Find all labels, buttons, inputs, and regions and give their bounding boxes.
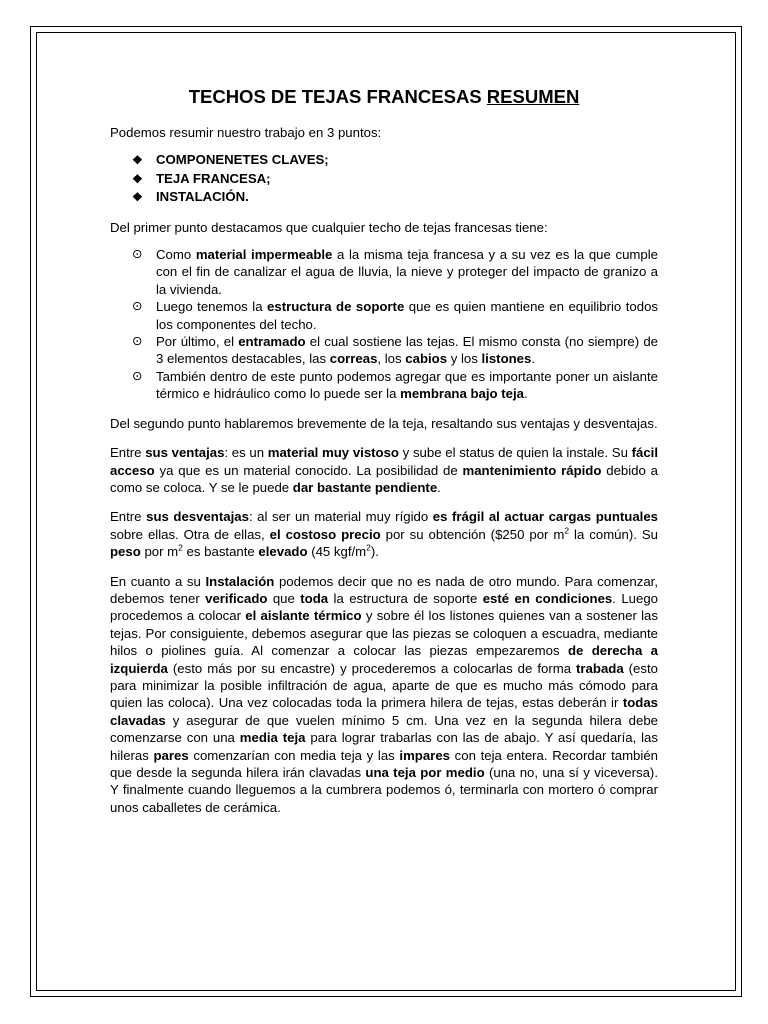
list-item: ❖ INSTALACIÓN. (110, 188, 658, 206)
summary-points-list (110, 151, 658, 206)
diamond-bullet-icon: ❖ (132, 171, 143, 186)
document-title: TECHOS DE TEJAS FRANCESAS RESUMEN (188, 86, 580, 107)
first-point-intro: Del primer punto destacamos que cualquier techo de tejas francesas tiene: (110, 219, 548, 235)
list-item: ⊙ Como material impermeable a la misma teja francesa y a su vez es la que cumple con el fin de canalizar el agua de lluvia, la nieve y proteger del impacto de granizo a la vivienda. (132, 247, 658, 297)
list-item: ❖ TEJA FRANCESA; (110, 170, 658, 188)
circle-bullet-icon: ⊙ (132, 368, 143, 383)
list-item: ⊙ Por último, el entramado el cual sostiene las tejas. El mismo consta (no siempre) de 3 elementos destacables, las correas, los cabios y los listones. (132, 334, 659, 367)
second-point-paragraph: Del segundo punto hablaremos brevemente de la teja, resaltando sus ventajas y desventajas. (110, 415, 658, 431)
disadvantages-paragraph: Entre sus desventajas: al ser un material muy rígido es frágil al actuar cargas puntuales sobre ellas. Otra de ellas, el costoso precio por su obtención ($250 por $m^2$ la común). Su peso por $m^2$ es bastante elevado (45 kgf/$m^2$). (110, 509, 658, 560)
document-body (110, 86, 658, 816)
diamond-bullet-icon: ❖ (132, 153, 143, 168)
diamond-bullet-icon: ❖ (132, 190, 143, 205)
circle-bullet-icon: ⊙ (132, 334, 143, 349)
circle-bullet-icon: ⊙ (132, 299, 143, 314)
list-item: ❖ COMPONENETES CLAVES; (110, 151, 658, 169)
circle-bullet-icon: ⊙ (132, 247, 143, 262)
advantages-paragraph: Entre sus ventajas: es un material muy vistoso y sube el status de quien la instale. Su fácil acceso ya que es un material conocido. La posibilidad de mantenimiento rápido debido a como se coloca. Y se le puede dar bastante pendiente. (110, 445, 659, 495)
list-item: ⊙ También dentro de este punto podemos agregar que es importante poner un aislante térmico e hidráulico como lo puede ser la membrana bajo teja. (132, 368, 658, 402)
intro-paragraph: Podemos resumir nuestro trabajo en 3 puntos: (110, 125, 382, 140)
list-item: ⊙ Luego tenemos la estructura de soporte que es quien mantiene en equilibrio todos los componentes del techo. (132, 299, 658, 332)
components-list (110, 246, 658, 403)
installation-paragraph: En cuanto a su Instalación podemos decir que no es nada de otro mundo. Para comenzar, debemos tener verificado que toda la estructura de soporte esté en condiciones. Luego procedemos a colocar el aislante térmico y sobre él los listones quienes van a sostener las tejas. Por consiguiente, debemos asegurar que las piezas se coloquen a escuadra, mediante hilos o piolines guía. Al comenzar a colocar las piezas empezaremos de derecha a izquierda (esto más por su encastre) y procederemos a colocarlas de forma trabada (esto para minimizar la posible infiltración de agua, aparte de que es mucho más cómodo para quien las coloca). Una vez colocadas toda la primera hilera de tejas, estas deberán ir todas clavadas y asegurar de que vuelen mínimo 5 cm. Una vez en la segunda hilera debe comenzarse con una media teja para lograr trabarlas con las de abajo. Y así quedaría, las hileras pares comenzarían con media teja y las impares con teja entera. Recordar también que desde la segunda hilera irán clavadas una teja por medio (una no, una sí y viceversa). Y finalmente cuando lleguemos a la cumbrera podemos ó, terminarla con mortero ó comprar unos caballetes de cerámica. (110, 573, 658, 815)
